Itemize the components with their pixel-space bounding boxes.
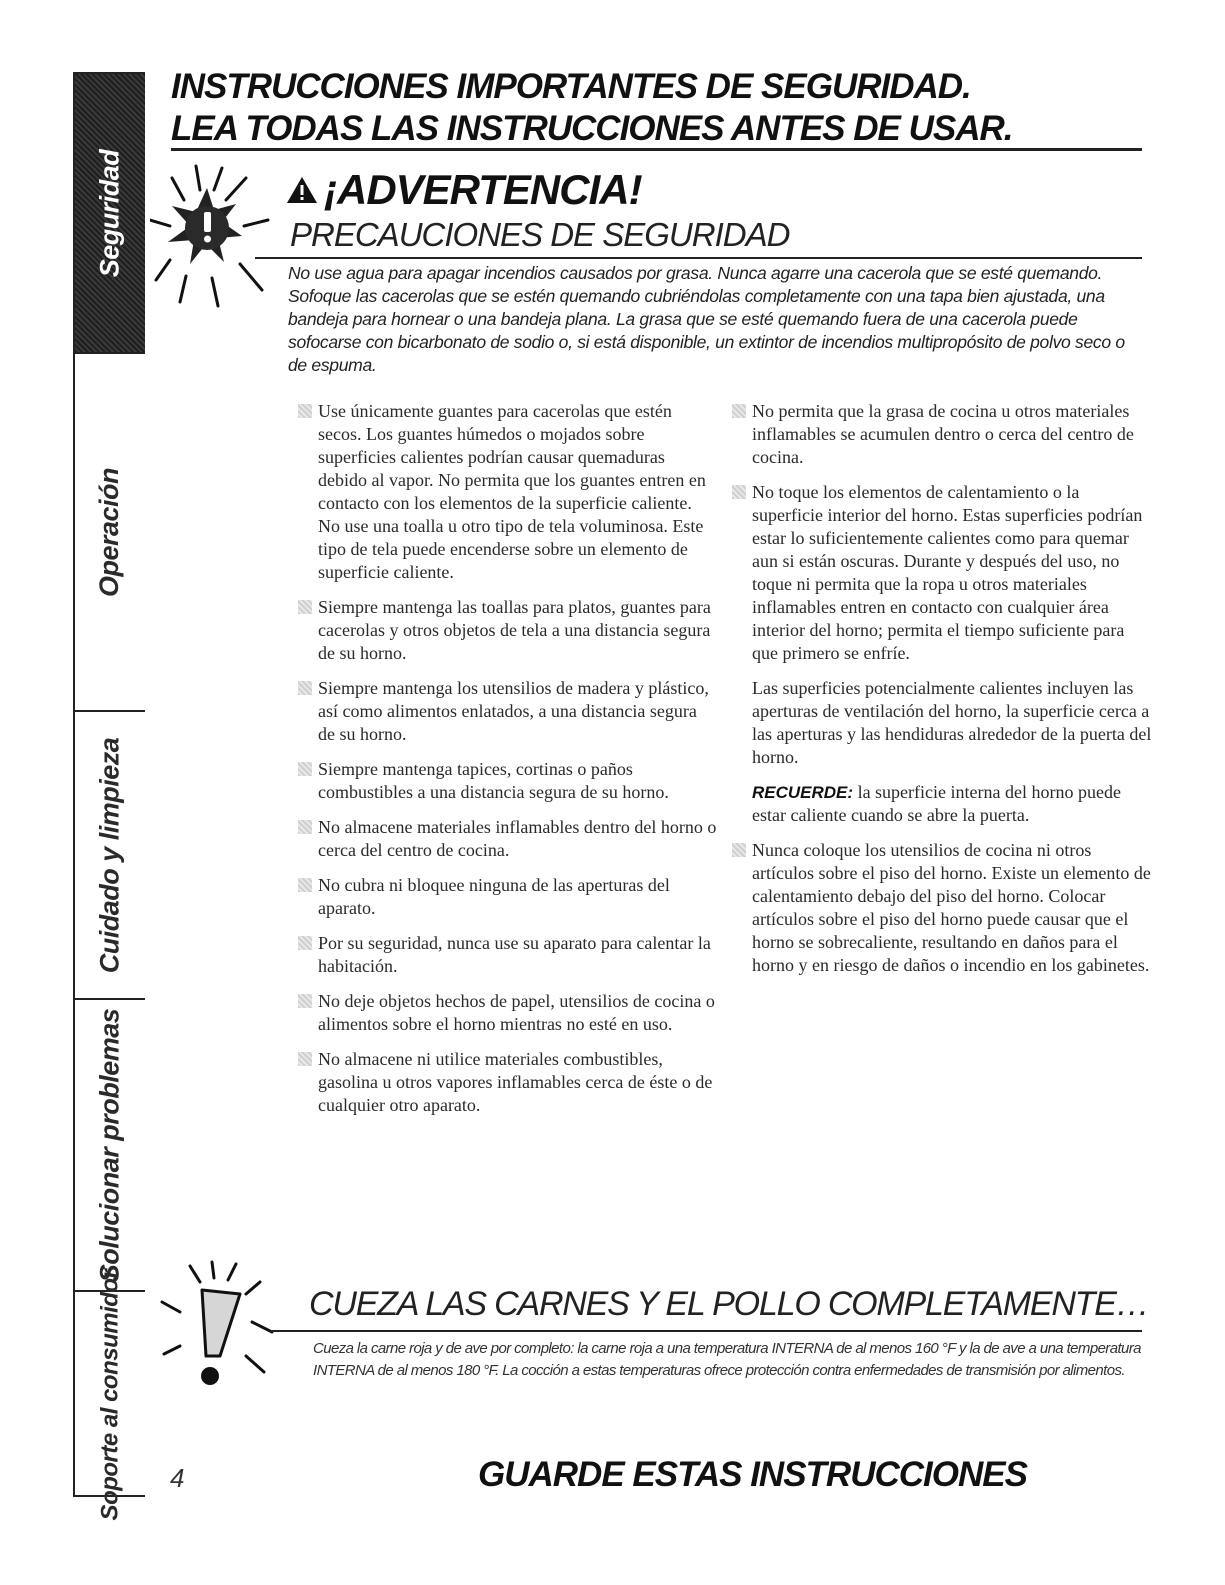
tab-soporte-al-consumidor[interactable] (75, 1269, 145, 1520)
cook-text: Cueza la carne roja y de ave por completo: la carne roja a una temperatura INTERNA de al menos 160 °F y la de ave a una temperatura INTERNA de al menos 180 °F. La cocción a estas temperaturas ofrece protección contra enfermedades de transmisión por alimentos. (313, 1340, 1141, 1379)
tab-label: Seguridad (94, 149, 125, 277)
cook-title: CUEZA LAS CARNES Y EL POLLO COMPLETAMENTE… (309, 1285, 1149, 1323)
left-column (298, 400, 718, 1129)
list-item: Por su seguridad, nunca use su aparato para calentar la habitación. (298, 932, 718, 978)
footer-title: GUARDE ESTAS INSTRUCCIONES (478, 1455, 1027, 1494)
page-header (171, 66, 1151, 150)
tab-seguridad[interactable] (75, 74, 145, 354)
remember-label: RECUERDE: (752, 783, 854, 802)
tab-label: Cuidado y limpieza (94, 737, 125, 973)
list-item: No deje objetos hechos de papel, utensilios de cocina o alimentos sobre el horno mientras no esté en uso. (298, 990, 718, 1036)
list-item: Siempre mantenga tapices, cortinas o paños combustibles a una distancia segura de su horno. (298, 758, 718, 804)
list-item: No permita que la grasa de cocina u otros materiales inflamables se acumulen dentro o cerca del centro de cocina. (732, 400, 1152, 469)
list-item: Siempre mantenga las toallas para platos, guantes para cacerolas y otros objetos de tela a una distancia segura de su horno. (298, 596, 718, 665)
section-tabs (73, 72, 145, 1520)
tab-label: Operación (94, 467, 125, 597)
remember-paragraph (732, 781, 1152, 827)
tab-solucionar-problemas[interactable] (75, 1000, 145, 1292)
tab-label: Solucionar problemas (94, 1008, 125, 1282)
warning-subtitle: PRECAUCIONES DE SEGURIDAD (290, 216, 790, 253)
list-item: Nunca coloque los utensilios de cocina ni otros artículos sobre el piso del horno. Existe un elemento de calentamiento debajo del piso del horno. Colocar artículos sobre el piso del horno puede causar que el horno se sobrecaliente, resultando en daños para el horno y en riesgo de daños o incendio en los gabinetes. (732, 839, 1152, 977)
tab-cuidado-y-limpieza[interactable] (75, 712, 145, 1000)
list-item: Siempre mantenga los utensilios de madera y plástico, así como alimentos enlatados, a una distancia segura de su horno. (298, 677, 718, 746)
header-line-2: LEA TODAS LAS INSTRUCCIONES ANTES DE USAR. (171, 109, 1013, 148)
tab-operacion[interactable] (75, 354, 145, 712)
page-number: 4 (170, 1463, 185, 1493)
warning-text: No use agua para apagar incendios causados por grasa. Nunca agarre una cacerola que se esté quemando. Sofoque las cacerolas que se estén quemando cubriéndolas completamente con una tapa bien ajustada, una bandeja para hornear o una bandeja plana. La grasa que se esté quemando fuera de una cacerola puede sofocarse con bicarbonato de sodio o, si está disponible, un extintor de incendios multipropósito de polvo seco o de espuma. (288, 263, 1125, 375)
list-item: No toque los elementos de calentamiento o la superficie interior del horno. Estas superficies podrían estar lo suficientemente calientes como para quemar aun si están oscuras. Durante y después del uso, no toque ni permita que la ropa u otros materiales inflamables entren en contacto con cualquier área interior del horno; permita el tiempo suficiente para que primero se enfríe. (732, 481, 1152, 665)
warning-triangle-icon (286, 176, 318, 204)
list-item: No almacene materiales inflamables dentro del horno o cerca del centro de cocina. (298, 816, 718, 862)
remember-text: la superficie interna del horno puede estar caliente cuando se abre la puerta. (752, 782, 1121, 825)
list-item: No cubra ni bloquee ninguna de las aperturas del aparato. (298, 874, 718, 920)
header-line-1: INSTRUCCIONES IMPORTANTES DE SEGURIDAD. (171, 67, 971, 106)
fire-warning-icon (150, 160, 285, 325)
warning-divider (255, 257, 1142, 259)
list-item: Use únicamente guantes para cacerolas que estén secos. Los guantes húmedos o mojados sobre superficies calientes podrían causar quemaduras debido al vapor. No permita que los guantes entren en contacto con los elementos de la superficie caliente. No use una toalla u otro tipo de tela voluminosa. Este tipo de tela puede encenderse sobre un elemento de superficie caliente. (298, 400, 718, 584)
right-column (732, 400, 1152, 989)
tab-label: Soporte al consumidor (96, 1269, 123, 1520)
warning-title (286, 166, 642, 214)
warning-title-text: ¡ADVERTENCIA! (324, 166, 642, 213)
cook-divider (270, 1330, 1142, 1332)
header-divider (171, 148, 1142, 151)
caution-exclamation-icon (160, 1260, 275, 1415)
list-item: No almacene ni utilice materiales combustibles, gasolina u otros vapores inflamables cerca de éste o de cualquier otro aparato. (298, 1048, 718, 1117)
hot-surfaces-paragraph: Las superficies potencialmente calientes incluyen las aperturas de ventilación del horno, la superficie cerca a las aperturas y las hendiduras alrededor de la puerta del horno. (752, 678, 1152, 767)
